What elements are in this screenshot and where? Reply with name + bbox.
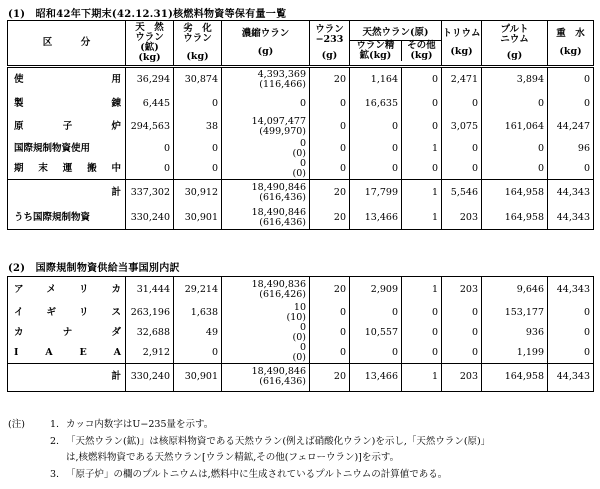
table-cell: 203: [442, 363, 482, 391]
table-row: [8, 363, 594, 391]
header-heavy-water: 重 水 (kg): [548, 21, 594, 67]
header-natural-uranium-ore: 天 然 ウラン (鉱) (kg): [126, 21, 174, 67]
table-cell: 330,240: [126, 363, 174, 391]
section1-title: (1) 昭和42年下期末(42.12.31)核燃料物資等保有量一覧: [8, 9, 287, 20]
table-cell: 164,958: [482, 179, 548, 207]
table-cell: 0: [350, 115, 402, 139]
header-enriched-uranium: 濃縮ウラン (g): [222, 21, 310, 67]
table-cell: 0: [310, 139, 350, 159]
table-cell: 0: [548, 343, 594, 364]
holdings-table: [7, 20, 594, 230]
table-row: [8, 159, 594, 180]
table-row: [8, 93, 594, 115]
row-label: 計: [8, 363, 126, 391]
table-cell: 0 (0): [222, 159, 310, 180]
table-cell: 0: [222, 93, 310, 115]
table-cell: 0: [350, 139, 402, 159]
row-label: 製 錬: [8, 93, 126, 115]
row-label: カ ナ ダ: [8, 323, 126, 343]
table-cell: 1: [402, 207, 442, 229]
table-cell: 0: [310, 343, 350, 364]
table-cell: 1,638: [174, 303, 222, 323]
table-cell: 0: [310, 115, 350, 139]
table-cell: 0: [442, 93, 482, 115]
table-cell: 0: [402, 323, 442, 343]
table-cell: 31,444: [126, 277, 174, 303]
table-cell: 0: [402, 67, 442, 93]
table-cell: 0: [126, 139, 174, 159]
table-cell: 203: [442, 207, 482, 229]
table-cell: 0: [442, 323, 482, 343]
table-cell: 30,874: [174, 67, 222, 93]
table-cell: 96: [548, 139, 594, 159]
table-cell: 0: [548, 159, 594, 180]
table-cell: 1: [402, 139, 442, 159]
row-label: イ ギ リ ス: [8, 303, 126, 323]
table-cell: 0: [126, 159, 174, 180]
table-cell: 9,646: [482, 277, 548, 303]
table-row: [8, 67, 594, 93]
table-cell: 0 (0): [222, 343, 310, 364]
table-cell: 18,490,846 (616,436): [222, 363, 310, 391]
table-cell: 30,901: [174, 363, 222, 391]
table-cell: 1,164: [350, 67, 402, 93]
table-cell: 44,247: [548, 115, 594, 139]
table-row: [8, 179, 594, 207]
table-row: [8, 139, 594, 159]
note-1: (注) 1. カッコ内数字はU−235量を示す。: [8, 417, 490, 434]
row-label: ア メ リ カ: [8, 277, 126, 303]
header-natural-uranium-raw-group: 天然ウラン(原): [350, 26, 441, 41]
table-cell: 164,958: [482, 207, 548, 229]
header-plutonium: プルト ニウム (g): [482, 21, 548, 67]
table-cell: 337,302: [126, 179, 174, 207]
table-cell: 20: [310, 67, 350, 93]
table-cell: 2,912: [126, 343, 174, 364]
row-label: 計: [8, 179, 126, 207]
table-cell: 20: [310, 179, 350, 207]
table-cell: 0: [310, 303, 350, 323]
row-label: うち国際規制物資: [8, 207, 126, 229]
table-cell: 44,343: [548, 179, 594, 207]
table-cell: 0: [442, 159, 482, 180]
table-cell: 13,466: [350, 207, 402, 229]
table-cell: 17,799: [350, 179, 402, 207]
table-row: [8, 323, 594, 343]
table-row: [8, 303, 594, 323]
table-cell: 153,177: [482, 303, 548, 323]
table-cell: 0: [174, 93, 222, 115]
table-cell: 20: [310, 277, 350, 303]
table-cell: 0 (0): [222, 323, 310, 343]
table-cell: 0: [548, 67, 594, 93]
table-cell: 1: [402, 363, 442, 391]
table-cell: 18,490,836 (616,426): [222, 277, 310, 303]
table-cell: 0: [442, 303, 482, 323]
table-cell: 36,294: [126, 67, 174, 93]
table-cell: 0: [482, 93, 548, 115]
table-cell: 10 (10): [222, 303, 310, 323]
table-cell: 49: [174, 323, 222, 343]
table-cell: 294,563: [126, 115, 174, 139]
table-cell: 2,909: [350, 277, 402, 303]
header-depleted-uranium: 劣 化 ウラン (kg): [174, 21, 222, 67]
table-cell: 32,688: [126, 323, 174, 343]
table-cell: 0 (0): [222, 139, 310, 159]
section2-title: (2) 国際規制物資供給当事国別内訳: [8, 263, 180, 274]
table-cell: 4,393,369 (116,466): [222, 67, 310, 93]
header-thorium: トリウム (kg): [442, 21, 482, 67]
note-3: 3. 「原子炉」の欄のプルトニウムは,燃料中に生成されているプルトニウムの計算値である。: [50, 468, 448, 480]
table-cell: 2,471: [442, 67, 482, 93]
header-uranium-concentrate: ウラン精 鉱(kg): [350, 41, 402, 61]
header-uranium-233: ウラン −233 (g): [310, 21, 350, 67]
table-header-row: [8, 21, 594, 67]
table-cell: 30,901: [174, 207, 222, 229]
table-cell: 0: [350, 159, 402, 180]
table-cell: 0: [174, 343, 222, 364]
table-cell: 20: [310, 207, 350, 229]
table-cell: 0: [402, 303, 442, 323]
table-cell: 0: [548, 323, 594, 343]
table-cell: 0: [548, 303, 594, 323]
table-cell: 1: [402, 179, 442, 207]
table-cell: 0: [174, 139, 222, 159]
row-label: 原 子 炉: [8, 115, 126, 139]
table-cell: 0: [310, 93, 350, 115]
table-cell: 203: [442, 277, 482, 303]
table-cell: 0: [350, 343, 402, 364]
table-cell: 0: [442, 139, 482, 159]
table-cell: 3,075: [442, 115, 482, 139]
table-cell: 13,466: [350, 363, 402, 391]
table-cell: 0: [548, 93, 594, 115]
table-cell: 0: [350, 303, 402, 323]
table-cell: 29,214: [174, 277, 222, 303]
table-cell: 161,064: [482, 115, 548, 139]
table-cell: 18,490,846 (616,436): [222, 179, 310, 207]
table-cell: 14,097,477 (499,970): [222, 115, 310, 139]
table-cell: 6,445: [126, 93, 174, 115]
table-cell: 164,958: [482, 363, 548, 391]
table-cell: 263,196: [126, 303, 174, 323]
table-cell: 0: [174, 159, 222, 180]
table-cell: 0: [402, 159, 442, 180]
note-2-cont: は,核燃料物資である天然ウラン[ウラン精鉱,その他(フェローウラン)]を示す。: [66, 452, 400, 463]
header-category: 区 分: [8, 21, 126, 67]
table-cell: 44,343: [548, 277, 594, 303]
table-cell: 10,557: [350, 323, 402, 343]
notes: [8, 417, 490, 483]
table-cell: 0: [482, 139, 548, 159]
row-label: 期 末 運 搬 中: [8, 159, 126, 180]
table-row: [8, 207, 594, 229]
supplier-table: [7, 276, 594, 392]
header-natural-uranium-raw: [350, 21, 442, 67]
table-cell: 0: [402, 115, 442, 139]
table-cell: 3,894: [482, 67, 548, 93]
table-cell: 0: [310, 323, 350, 343]
table-row: [8, 343, 594, 364]
table-cell: 936: [482, 323, 548, 343]
table-row: [8, 277, 594, 303]
table-cell: 44,343: [548, 363, 594, 391]
table-cell: 0: [402, 343, 442, 364]
notes-label: (注): [8, 419, 25, 430]
table-cell: 0: [402, 93, 442, 115]
table-cell: 44,343: [548, 207, 594, 229]
row-label: 国際規制物資使用: [8, 139, 126, 159]
table-cell: 1: [402, 277, 442, 303]
table-cell: 30,912: [174, 179, 222, 207]
table-cell: 0: [482, 159, 548, 180]
table-cell: 5,546: [442, 179, 482, 207]
note-2: 2. 「天然ウラン(鉱)」は核原料物資である天然ウラン(例えば硝酸化ウラン)を示し,「天然ウラン(原)」: [50, 435, 491, 447]
table-cell: 20: [310, 363, 350, 391]
table-cell: 16,635: [350, 93, 402, 115]
header-other: その他 (kg): [407, 39, 436, 61]
row-label: I A E A: [8, 343, 126, 364]
table-cell: 330,240: [126, 207, 174, 229]
table-cell: 38: [174, 115, 222, 139]
table-cell: 18,490,846 (616,436): [222, 207, 310, 229]
row-label: 使 用: [8, 67, 126, 93]
table-cell: 1,199: [482, 343, 548, 364]
table-cell: 0: [442, 343, 482, 364]
table-cell: 0: [310, 159, 350, 180]
table-row: [8, 115, 594, 139]
